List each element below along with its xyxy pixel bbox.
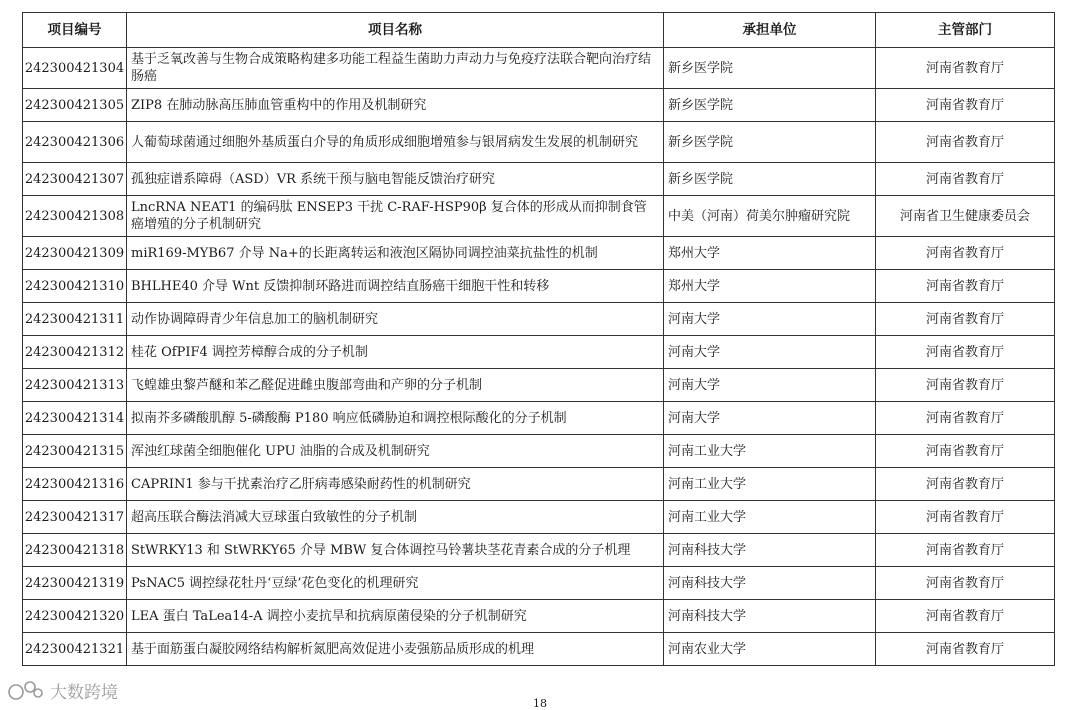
- row-supervising-dept: 河南省教育厅: [876, 501, 1055, 534]
- row-project-code: 242300421318: [23, 534, 127, 567]
- row-project-code: 242300421313: [23, 369, 127, 402]
- row-project-name: 基于乏氧改善与生物合成策略构建多功能工程益生菌助力声动力与免疫疗法联合靶向治疗结肠癌: [127, 48, 664, 89]
- row-undertaking-unit: 河南科技大学: [664, 600, 876, 633]
- row-undertaking-unit: 河南大学: [664, 402, 876, 435]
- row-project-code: 242300421306: [23, 122, 127, 163]
- table-row: [23, 468, 1055, 501]
- row-supervising-dept: 河南省教育厅: [876, 237, 1055, 270]
- table-header-row: [23, 13, 1055, 48]
- table-row: [23, 48, 1055, 89]
- header-supervising-dept: 主管部门: [876, 13, 1055, 48]
- row-undertaking-unit: 新乡医学院: [664, 163, 876, 196]
- row-supervising-dept: 河南省教育厅: [876, 567, 1055, 600]
- row-undertaking-unit: 河南工业大学: [664, 501, 876, 534]
- row-project-name: LncRNA NEAT1 的编码肽 ENSEP3 干扰 C-RAF-HSP90β 复合体的形成从而抑制食管癌增殖的分子机制研究: [127, 196, 664, 237]
- row-supervising-dept: 河南省教育厅: [876, 303, 1055, 336]
- page-number: 18: [533, 697, 547, 710]
- row-undertaking-unit: 河南农业大学: [664, 633, 876, 666]
- row-undertaking-unit: 郑州大学: [664, 270, 876, 303]
- table-row: [23, 369, 1055, 402]
- row-undertaking-unit: 新乡医学院: [664, 122, 876, 163]
- row-project-name: BHLHE40 介导 Wnt 反馈抑制环路进而调控结直肠癌干细胞干性和转移: [127, 270, 664, 303]
- row-supervising-dept: 河南省教育厅: [876, 89, 1055, 122]
- row-project-name: StWRKY13 和 StWRKY65 介导 MBW 复合体调控马铃薯块茎花青素合成的分子机理: [127, 534, 664, 567]
- row-project-code: 242300421309: [23, 237, 127, 270]
- row-undertaking-unit: 新乡医学院: [664, 89, 876, 122]
- row-undertaking-unit: 郑州大学: [664, 237, 876, 270]
- row-supervising-dept: 河南省教育厅: [876, 534, 1055, 567]
- table-body: [23, 48, 1055, 666]
- row-project-code: 242300421319: [23, 567, 127, 600]
- table-row: [23, 270, 1055, 303]
- table-row: [23, 402, 1055, 435]
- row-project-code: 242300421317: [23, 501, 127, 534]
- table-row: [23, 303, 1055, 336]
- row-project-name: LEA 蛋白 TaLea14-A 调控小麦抗旱和抗病原菌侵染的分子机制研究: [127, 600, 664, 633]
- row-supervising-dept: 河南省教育厅: [876, 163, 1055, 196]
- row-project-code: 242300421321: [23, 633, 127, 666]
- row-project-code: 242300421315: [23, 435, 127, 468]
- row-supervising-dept: 河南省教育厅: [876, 369, 1055, 402]
- row-supervising-dept: 河南省教育厅: [876, 270, 1055, 303]
- row-supervising-dept: 河南省教育厅: [876, 600, 1055, 633]
- row-undertaking-unit: 河南工业大学: [664, 468, 876, 501]
- row-project-name: 拟南芥多磷酸肌醇 5-磷酸酶 P180 响应低磷胁迫和调控根际酸化的分子机制: [127, 402, 664, 435]
- row-supervising-dept: 河南省教育厅: [876, 48, 1055, 89]
- table-row: [23, 600, 1055, 633]
- row-project-code: 242300421314: [23, 402, 127, 435]
- row-undertaking-unit: 河南大学: [664, 369, 876, 402]
- row-project-name: 桂花 OfPIF4 调控芳樟醇合成的分子机制: [127, 336, 664, 369]
- project-table: [22, 12, 1055, 666]
- row-project-code: 242300421320: [23, 600, 127, 633]
- table-row: [23, 237, 1055, 270]
- row-project-code: 242300421312: [23, 336, 127, 369]
- row-project-code: 242300421305: [23, 89, 127, 122]
- row-project-code: 242300421316: [23, 468, 127, 501]
- row-supervising-dept: 河南省教育厅: [876, 402, 1055, 435]
- row-project-code: 242300421304: [23, 48, 127, 89]
- row-project-name: 人葡萄球菌通过细胞外基质蛋白介导的角质形成细胞增殖参与银屑病发生发展的机制研究: [127, 122, 664, 163]
- row-supervising-dept: 河南省卫生健康委员会: [876, 196, 1055, 237]
- row-supervising-dept: 河南省教育厅: [876, 633, 1055, 666]
- row-supervising-dept: 河南省教育厅: [876, 435, 1055, 468]
- table-row: [23, 163, 1055, 196]
- header-undertaking-unit: 承担单位: [664, 13, 876, 48]
- row-undertaking-unit: 新乡医学院: [664, 48, 876, 89]
- row-supervising-dept: 河南省教育厅: [876, 468, 1055, 501]
- row-undertaking-unit: 中美（河南）荷美尔肿瘤研究院: [664, 196, 876, 237]
- row-project-name: ZIP8 在肺动脉高压肺血管重构中的作用及机制研究: [127, 89, 664, 122]
- row-project-code: 242300421310: [23, 270, 127, 303]
- row-project-name: 基于面筋蛋白凝胶网络结构解析氮肥高效促进小麦强筋品质形成的机理: [127, 633, 664, 666]
- row-project-name: PsNAC5 调控绿花牡丹‘豆绿’花色变化的机理研究: [127, 567, 664, 600]
- row-project-name: 飞蝗雄虫黎芦醚和苯乙醛促进雌虫腹部弯曲和产卵的分子机制: [127, 369, 664, 402]
- table-row: [23, 534, 1055, 567]
- table-row: [23, 633, 1055, 666]
- table-row: [23, 567, 1055, 600]
- header-project-name: 项目名称: [127, 13, 664, 48]
- row-project-name: 浑浊红球菌全细胞催化 UPU 油脂的合成及机制研究: [127, 435, 664, 468]
- row-project-name: miR169-MYB67 介导 Na+的长距离转运和液泡区隔协同调控油菜抗盐性的机制: [127, 237, 664, 270]
- row-undertaking-unit: 河南工业大学: [664, 435, 876, 468]
- row-undertaking-unit: 河南科技大学: [664, 534, 876, 567]
- header-project-code: 项目编号: [23, 13, 127, 48]
- watermark-text: 大数跨境: [50, 683, 118, 703]
- row-project-code: 242300421307: [23, 163, 127, 196]
- row-undertaking-unit: 河南大学: [664, 303, 876, 336]
- row-undertaking-unit: 河南大学: [664, 336, 876, 369]
- row-undertaking-unit: 河南科技大学: [664, 567, 876, 600]
- table-row: [23, 501, 1055, 534]
- row-project-code: 242300421311: [23, 303, 127, 336]
- table-row: [23, 196, 1055, 237]
- row-supervising-dept: 河南省教育厅: [876, 336, 1055, 369]
- row-project-name: 孤独症谱系障碍（ASD）VR 系统干预与脑电智能反馈治疗研究: [127, 163, 664, 196]
- row-project-name: 超高压联合酶法消减大豆球蛋白致敏性的分子机制: [127, 501, 664, 534]
- row-project-name: CAPRIN1 参与干扰素治疗乙肝病毒感染耐药性的机制研究: [127, 468, 664, 501]
- table-row: [23, 122, 1055, 163]
- row-project-code: 242300421308: [23, 196, 127, 237]
- row-project-name: 动作协调障碍青少年信息加工的脑机制研究: [127, 303, 664, 336]
- row-supervising-dept: 河南省教育厅: [876, 122, 1055, 163]
- table-row: [23, 89, 1055, 122]
- table-row: [23, 336, 1055, 369]
- table-row: [23, 435, 1055, 468]
